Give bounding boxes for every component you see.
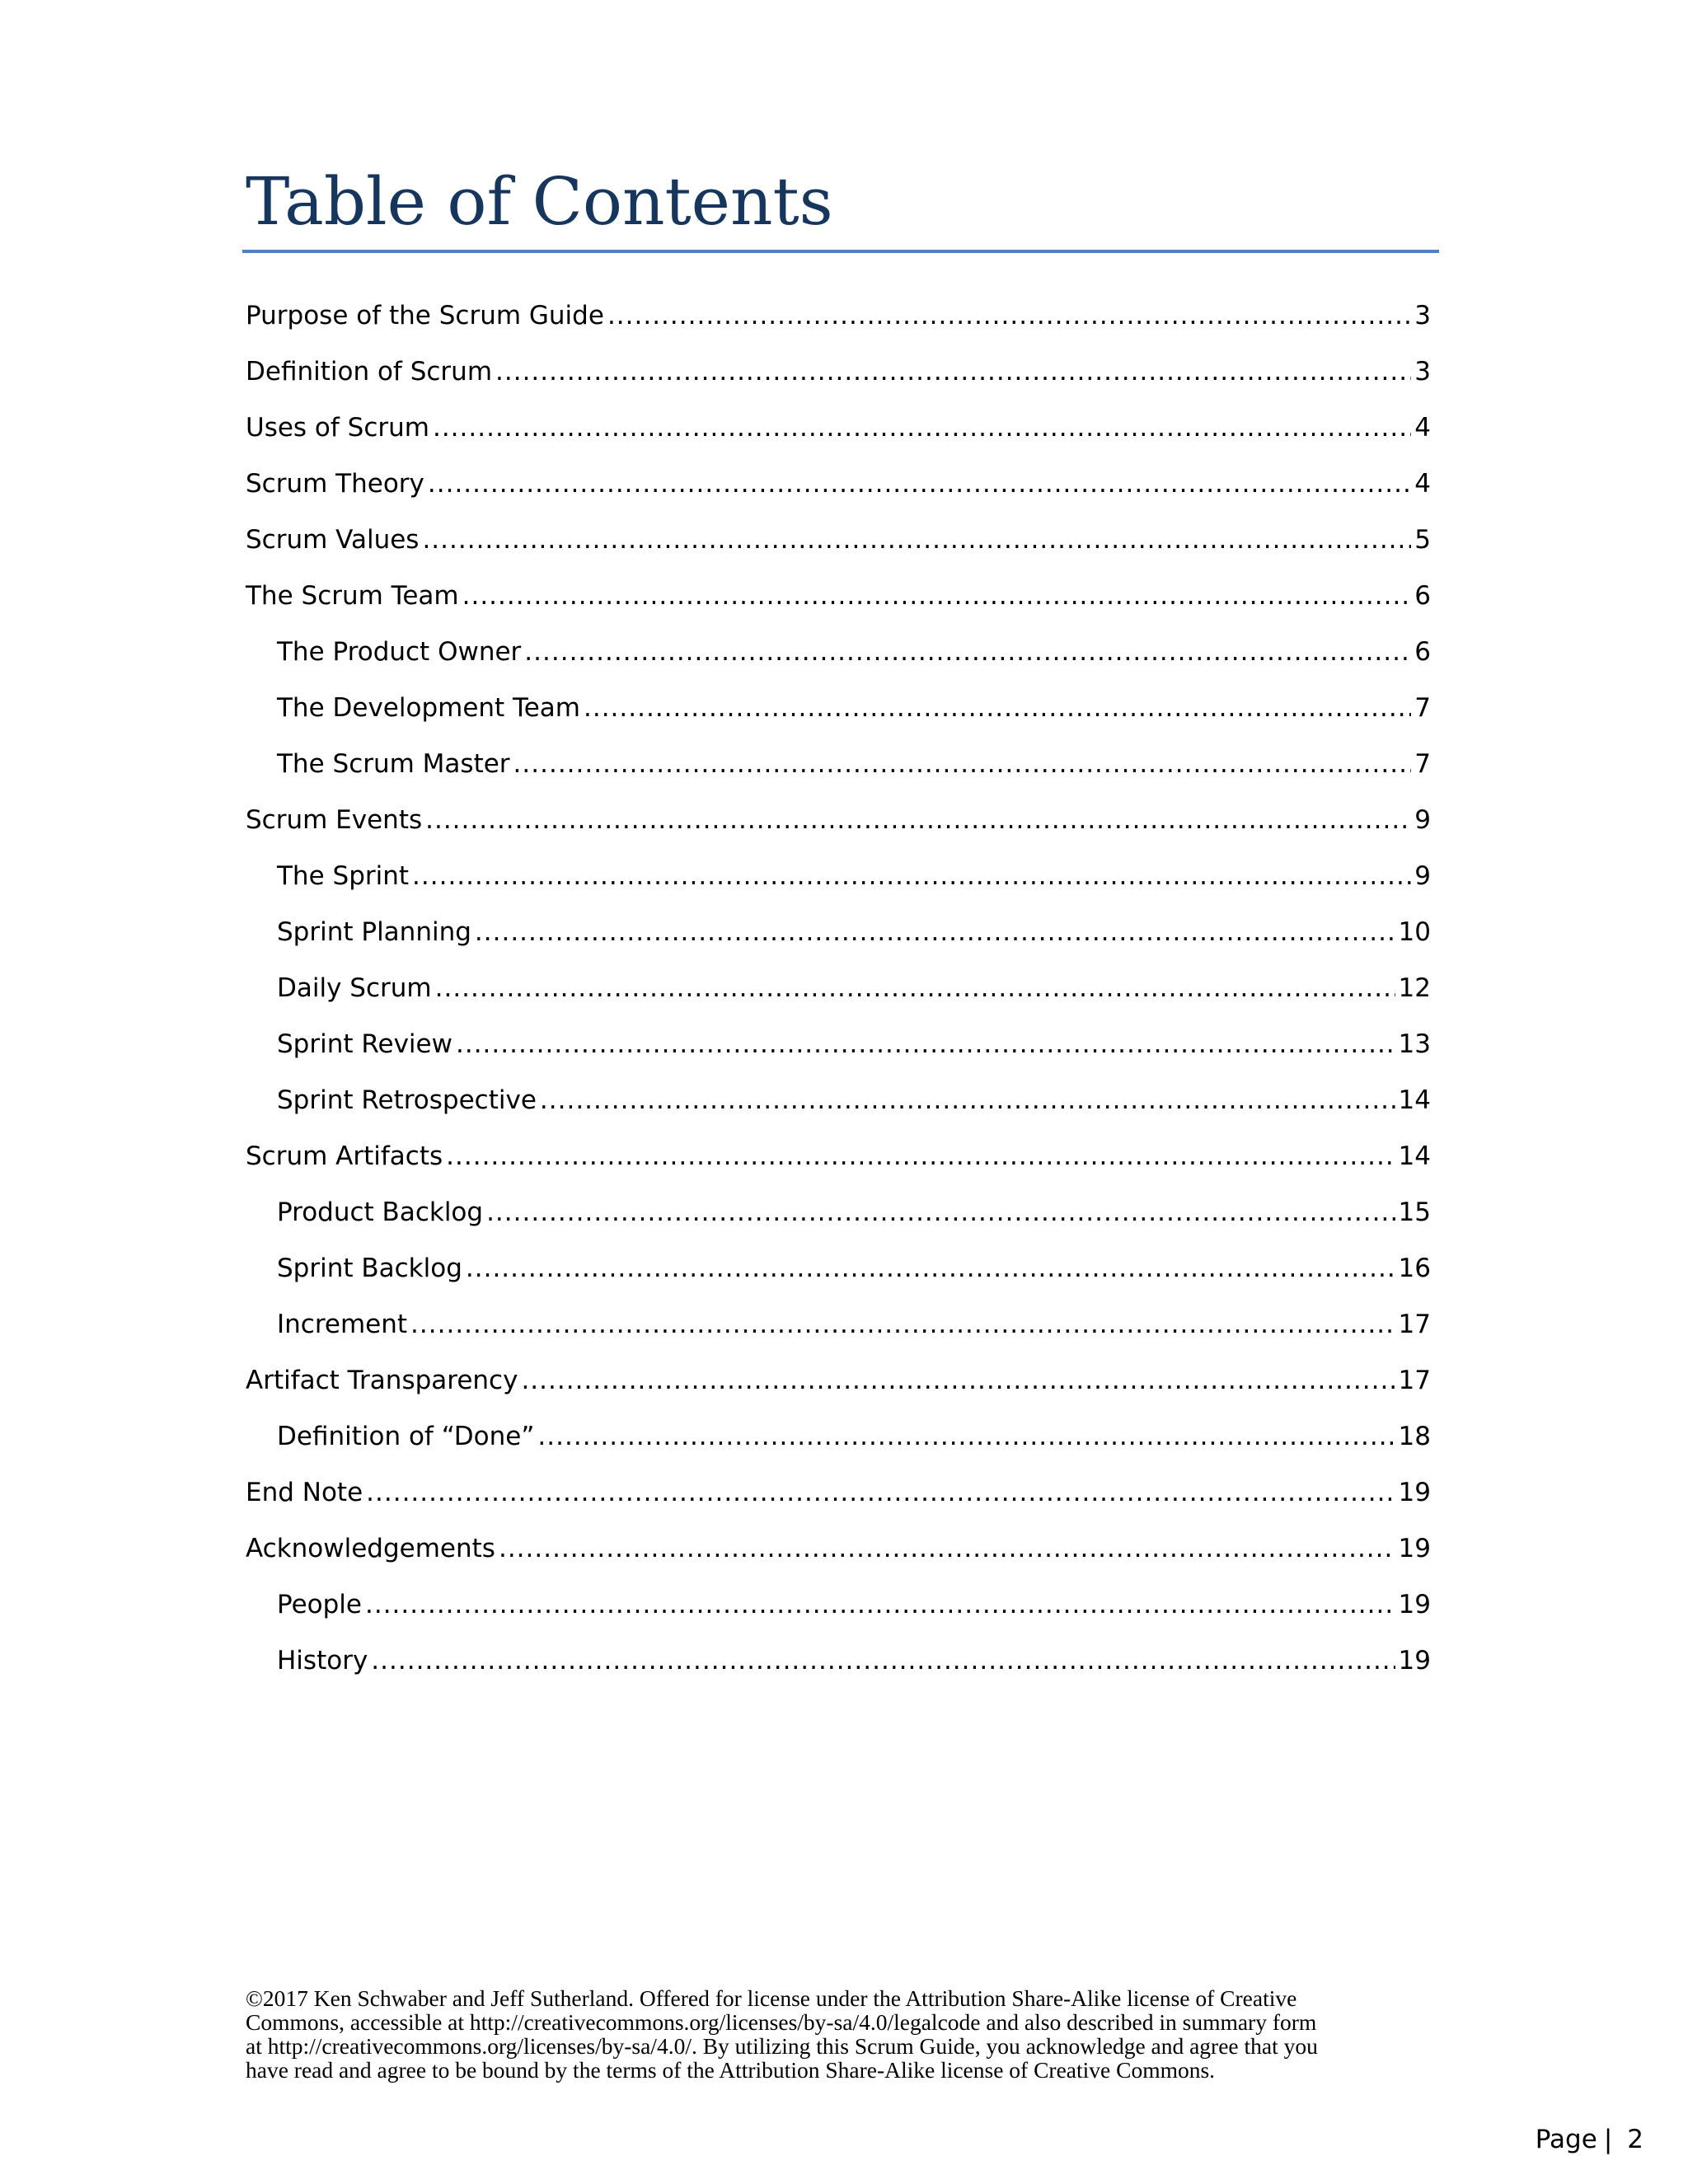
- toc-entry-page: 4: [1414, 413, 1431, 443]
- copyright-notice: [246, 1986, 1449, 2082]
- toc-entry-page: 6: [1414, 581, 1431, 611]
- toc-dot-leader: [466, 1248, 1395, 1289]
- toc-entry-page: 7: [1414, 693, 1431, 723]
- toc-entry-page: 6: [1414, 637, 1431, 667]
- toc-entry-title: Product Backlog: [277, 1197, 484, 1227]
- toc-entry-page: 18: [1398, 1422, 1431, 1451]
- toc-entry[interactable]: [246, 1584, 1431, 1640]
- toc-entry-page: 15: [1398, 1197, 1431, 1227]
- toc-entry[interactable]: [246, 1024, 1431, 1080]
- copyright-line: at http://creativecommons.org/licenses/by-sa/4.0/. By utilizing this Scrum Guide, you acknowledge and agree that you: [246, 2033, 1318, 2059]
- toc-entry[interactable]: [246, 1136, 1431, 1192]
- toc-entry[interactable]: [246, 1304, 1431, 1360]
- toc-entry[interactable]: [246, 631, 1431, 687]
- toc-entry-title: The Product Owner: [277, 637, 522, 667]
- toc-entry-title: The Sprint: [277, 861, 410, 891]
- toc-dot-leader: [584, 687, 1411, 729]
- toc-dot-leader: [537, 1416, 1395, 1457]
- toc-entry[interactable]: [246, 1416, 1431, 1472]
- toc-entry-title: People: [277, 1590, 362, 1619]
- title-underline: [242, 250, 1439, 253]
- toc-dot-leader: [410, 1304, 1395, 1345]
- toc-entry-page: 19: [1398, 1646, 1431, 1675]
- toc-entry[interactable]: [246, 575, 1431, 631]
- toc-entry-page: 12: [1398, 973, 1431, 1003]
- toc-entry-title: Acknowledgements: [246, 1534, 495, 1563]
- toc-entry-title: History: [277, 1646, 368, 1675]
- toc-entry-title: Daily Scrum: [277, 973, 432, 1003]
- toc-dot-leader: [412, 855, 1411, 897]
- toc-entry[interactable]: [246, 968, 1431, 1024]
- copyright-line: have read and agree to be bound by the terms of the Attribution Share-Alike license of Creative Commons.: [246, 2057, 1216, 2083]
- toc-entry[interactable]: [246, 799, 1431, 855]
- toc-entry-page: 17: [1398, 1366, 1431, 1395]
- toc-entry-page: 9: [1414, 861, 1431, 891]
- toc-entry[interactable]: [246, 912, 1431, 968]
- toc-entry-title: The Scrum Team: [246, 581, 459, 611]
- toc-entry-title: Scrum Events: [246, 805, 423, 835]
- toc-entry-title: Artifact Transparency: [246, 1366, 518, 1395]
- toc-dot-leader: [422, 519, 1411, 560]
- page-separator: |: [1603, 2125, 1613, 2154]
- toc-title: Table of Contents: [246, 163, 833, 240]
- toc-dot-leader: [607, 295, 1411, 336]
- toc-entry-title: End Note: [246, 1478, 363, 1507]
- toc-dot-leader: [513, 743, 1411, 785]
- toc-dot-leader: [524, 631, 1411, 673]
- toc-entry-title: Definition of “Done”: [277, 1422, 535, 1451]
- toc-entry[interactable]: [246, 295, 1431, 351]
- toc-entry-title: The Scrum Master: [277, 749, 510, 779]
- toc-dot-leader: [446, 1136, 1395, 1177]
- toc-entry[interactable]: [246, 1640, 1431, 1696]
- toc-entry-page: 5: [1414, 525, 1431, 555]
- toc-dot-leader: [435, 968, 1395, 1009]
- toc-entry-page: 3: [1414, 301, 1431, 330]
- toc-entry-title: Increment: [277, 1310, 408, 1339]
- toc-dot-leader: [365, 1584, 1395, 1625]
- toc-entry[interactable]: [246, 463, 1431, 519]
- toc-dot-leader: [366, 1472, 1395, 1513]
- toc-entry-title: The Development Team: [277, 693, 580, 723]
- copyright-line: Commons, accessible at http://creativecommons.org/licenses/by-sa/4.0/legalcode and also described in summary form: [246, 2009, 1317, 2035]
- page-number-value: 2: [1627, 2125, 1643, 2154]
- toc-entry-page: 17: [1398, 1310, 1431, 1339]
- toc-entry-page: 14: [1398, 1141, 1431, 1171]
- toc-dot-leader: [433, 407, 1411, 448]
- page-label: Page: [1535, 2125, 1597, 2154]
- toc-dot-leader: [371, 1640, 1395, 1681]
- table-of-contents: [246, 295, 1431, 1696]
- toc-entry-page: 19: [1398, 1534, 1431, 1563]
- toc-dot-leader: [540, 1080, 1395, 1121]
- toc-entry[interactable]: [246, 1248, 1431, 1304]
- toc-entry-page: 16: [1398, 1254, 1431, 1283]
- toc-dot-leader: [428, 463, 1411, 504]
- toc-entry-title: Scrum Theory: [246, 469, 424, 499]
- toc-dot-leader: [521, 1360, 1395, 1401]
- toc-dot-leader: [486, 1192, 1395, 1233]
- toc-entry[interactable]: [246, 743, 1431, 799]
- toc-entry[interactable]: [246, 407, 1431, 463]
- toc-dot-leader: [475, 912, 1395, 953]
- toc-entry[interactable]: [246, 687, 1431, 743]
- toc-entry-title: Sprint Backlog: [277, 1254, 462, 1283]
- toc-entry-page: 13: [1398, 1029, 1431, 1059]
- toc-entry-title: Sprint Review: [277, 1029, 452, 1059]
- toc-dot-leader: [499, 1528, 1395, 1569]
- page-number-footer: [1536, 2123, 1643, 2156]
- toc-entry[interactable]: [246, 351, 1431, 407]
- toc-entry-page: 10: [1398, 917, 1431, 947]
- toc-entry-page: 4: [1414, 469, 1431, 499]
- toc-entry[interactable]: [246, 1528, 1431, 1584]
- toc-entry-title: Scrum Values: [246, 525, 420, 555]
- toc-entry-page: 7: [1414, 749, 1431, 779]
- toc-entry-title: Purpose of the Scrum Guide: [246, 301, 604, 330]
- toc-entry-title: Scrum Artifacts: [246, 1141, 443, 1171]
- toc-entry-page: 19: [1398, 1590, 1431, 1619]
- toc-entry-title: Sprint Retrospective: [277, 1085, 537, 1115]
- toc-dot-leader: [462, 575, 1411, 616]
- toc-entry[interactable]: [246, 1472, 1431, 1528]
- toc-entry-page: 19: [1398, 1478, 1431, 1507]
- toc-entry[interactable]: [246, 855, 1431, 912]
- toc-entry[interactable]: [246, 1360, 1431, 1416]
- toc-entry-page: 14: [1398, 1085, 1431, 1115]
- toc-entry-page: 9: [1414, 805, 1431, 835]
- toc-entry[interactable]: [246, 1080, 1431, 1136]
- toc-entry-title: Definition of Scrum: [246, 357, 493, 387]
- toc-entry-title: Uses of Scrum: [246, 413, 429, 443]
- toc-entry[interactable]: [246, 519, 1431, 575]
- toc-entry-page: 3: [1414, 357, 1431, 387]
- toc-entry-title: Sprint Planning: [277, 917, 471, 947]
- copyright-line: ©2017 Ken Schwaber and Jeff Sutherland. Offered for license under the Attribution Share-Alike license of Creative: [246, 1985, 1297, 2011]
- toc-dot-leader: [425, 799, 1411, 841]
- toc-dot-leader: [495, 351, 1411, 392]
- toc-dot-leader: [456, 1024, 1395, 1065]
- toc-entry[interactable]: [246, 1192, 1431, 1248]
